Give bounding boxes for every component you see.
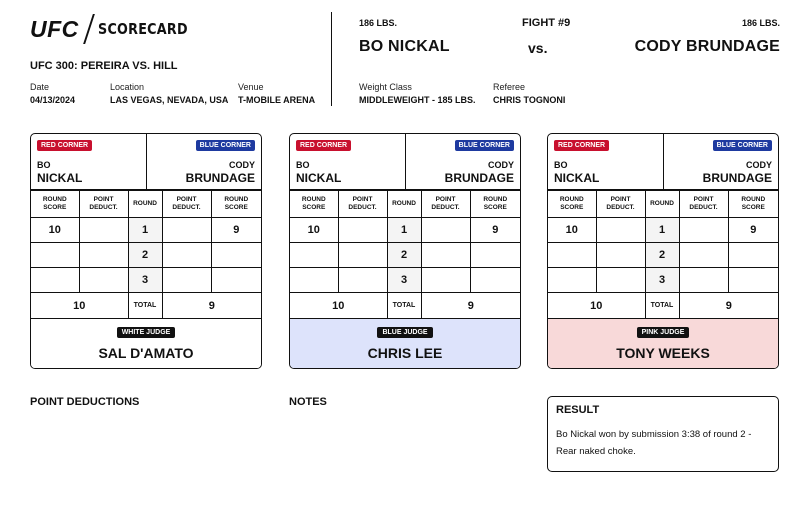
referee-value: CHRIS TOGNONI bbox=[493, 95, 566, 105]
judge-badge: BLUE JUDGE bbox=[377, 327, 432, 338]
referee-label: Referee bbox=[493, 82, 526, 92]
judge-badge: WHITE JUDGE bbox=[117, 327, 176, 338]
red-score bbox=[548, 243, 596, 268]
red-corner-badge: RED CORNER bbox=[554, 140, 609, 151]
red-score bbox=[31, 268, 79, 293]
result-title: RESULT bbox=[556, 404, 600, 416]
red-deduction bbox=[79, 268, 128, 293]
red-point-deduct-header: POINT DEDUCT. bbox=[338, 191, 387, 218]
blue-fighter-last: BRUNDAGE bbox=[702, 171, 772, 185]
round-number: 2 bbox=[645, 243, 679, 268]
date-label: Date bbox=[30, 82, 50, 92]
location-label: Location bbox=[110, 82, 145, 92]
round-row bbox=[548, 243, 778, 268]
ufc-scorecard-brand bbox=[30, 14, 203, 44]
red-fighter-last: NICKAL bbox=[296, 171, 342, 185]
blue-score bbox=[211, 268, 261, 293]
blue-round-score-header: ROUND SCORE bbox=[211, 191, 261, 218]
red-total: 10 bbox=[548, 293, 645, 319]
red-point-deduct-header: POINT DEDUCT. bbox=[596, 191, 645, 218]
blue-fighter-first: CODY bbox=[487, 160, 514, 170]
red-score bbox=[31, 243, 79, 268]
blue-total: 9 bbox=[421, 293, 520, 319]
red-deduction bbox=[338, 243, 387, 268]
red-score: 10 bbox=[290, 218, 338, 243]
round-row bbox=[31, 243, 261, 268]
red-fighter-first: BO bbox=[296, 160, 310, 170]
blue-deduction bbox=[162, 218, 211, 243]
document-title: SCORECARD bbox=[97, 20, 188, 38]
round-number: 1 bbox=[387, 218, 421, 243]
blue-point-deduct-header: POINT DEDUCT. bbox=[421, 191, 470, 218]
blue-deduction bbox=[421, 243, 470, 268]
round-header: ROUND bbox=[387, 191, 421, 218]
corner-divider bbox=[405, 134, 406, 190]
judge-panel bbox=[290, 318, 520, 369]
point-deductions-title: POINT DEDUCTIONS bbox=[30, 396, 140, 408]
red-deduction bbox=[596, 243, 645, 268]
total-label: TOTAL bbox=[387, 293, 421, 319]
blue-score: 9 bbox=[728, 218, 778, 243]
corner-header bbox=[31, 134, 261, 190]
total-row bbox=[548, 293, 778, 319]
ufc-logo: UFC bbox=[30, 15, 79, 42]
red-fighter-last: NICKAL bbox=[554, 171, 600, 185]
judge-scorecard bbox=[30, 133, 262, 369]
score-table bbox=[548, 190, 778, 319]
round-number: 2 bbox=[128, 243, 162, 268]
red-total: 10 bbox=[31, 293, 128, 319]
round-number: 1 bbox=[645, 218, 679, 243]
result-box bbox=[547, 396, 779, 472]
header-divider bbox=[331, 12, 332, 106]
venue-label: Venue bbox=[238, 82, 264, 92]
judge-scorecard bbox=[289, 133, 521, 369]
round-header: ROUND bbox=[128, 191, 162, 218]
judge-panel bbox=[31, 318, 261, 369]
blue-score: 9 bbox=[470, 218, 520, 243]
red-deduction bbox=[596, 268, 645, 293]
red-point-deduct-header: POINT DEDUCT. bbox=[79, 191, 128, 218]
score-table bbox=[290, 190, 520, 319]
total-row bbox=[290, 293, 520, 319]
red-deduction bbox=[596, 218, 645, 243]
blue-score bbox=[728, 268, 778, 293]
round-number: 2 bbox=[387, 243, 421, 268]
score-header-row bbox=[548, 191, 778, 218]
blue-corner-badge: BLUE CORNER bbox=[196, 140, 255, 151]
round-row bbox=[548, 218, 778, 243]
notes-title: NOTES bbox=[289, 396, 327, 408]
round-row bbox=[548, 268, 778, 293]
blue-point-deduct-header: POINT DEDUCT. bbox=[679, 191, 728, 218]
blue-score: 9 bbox=[211, 218, 261, 243]
blue-deduction bbox=[679, 218, 728, 243]
corner-header bbox=[548, 134, 778, 190]
red-deduction bbox=[79, 218, 128, 243]
red-deduction bbox=[79, 243, 128, 268]
judge-scorecard bbox=[547, 133, 779, 369]
judge-panel bbox=[548, 318, 778, 369]
blue-corner-badge: BLUE CORNER bbox=[455, 140, 514, 151]
red-fighter-last: NICKAL bbox=[37, 171, 83, 185]
round-number: 3 bbox=[387, 268, 421, 293]
versus: vs. bbox=[528, 40, 548, 56]
brand-divider bbox=[83, 14, 95, 44]
blue-deduction bbox=[679, 268, 728, 293]
weight-class-value: MIDDLEWEIGHT - 185 LBS. bbox=[359, 95, 476, 105]
judge-name: TONY WEEKS bbox=[616, 345, 710, 361]
blue-weight: 186 LBS. bbox=[741, 18, 780, 28]
blue-round-score-header: ROUND SCORE bbox=[470, 191, 520, 218]
corner-header bbox=[290, 134, 520, 190]
blue-score bbox=[211, 243, 261, 268]
red-weight: 186 LBS. bbox=[359, 18, 398, 28]
score-header-row bbox=[31, 191, 261, 218]
weight-class-label: Weight Class bbox=[359, 82, 412, 92]
blue-score bbox=[470, 243, 520, 268]
blue-fighter-first: CODY bbox=[228, 160, 255, 170]
round-number: 1 bbox=[128, 218, 162, 243]
blue-deduction bbox=[679, 243, 728, 268]
red-fighter-first: BO bbox=[37, 160, 51, 170]
blue-fighter-first: CODY bbox=[745, 160, 772, 170]
date-value: 04/13/2024 bbox=[30, 95, 76, 105]
red-deduction bbox=[338, 218, 387, 243]
blue-point-deduct-header: POINT DEDUCT. bbox=[162, 191, 211, 218]
blue-score bbox=[728, 243, 778, 268]
red-fighter-first: BO bbox=[554, 160, 568, 170]
total-label: TOTAL bbox=[645, 293, 679, 319]
red-deduction bbox=[338, 268, 387, 293]
total-label: TOTAL bbox=[128, 293, 162, 319]
judge-badge: PINK JUDGE bbox=[637, 327, 690, 338]
judge-name: SAL D'AMATO bbox=[98, 345, 194, 361]
round-number: 3 bbox=[128, 268, 162, 293]
red-score: 10 bbox=[31, 218, 79, 243]
blue-total: 9 bbox=[162, 293, 261, 319]
blue-fighter-last: BRUNDAGE bbox=[444, 171, 514, 185]
round-row bbox=[290, 218, 520, 243]
result-text: Bo Nickal won by submission 3:38 of round 2 - Rear naked choke. bbox=[556, 429, 752, 457]
round-number: 3 bbox=[645, 268, 679, 293]
blue-score bbox=[470, 268, 520, 293]
blue-deduction bbox=[162, 243, 211, 268]
red-score bbox=[290, 268, 338, 293]
blue-corner-badge: BLUE CORNER bbox=[713, 140, 772, 151]
red-corner-badge: RED CORNER bbox=[296, 140, 351, 151]
score-table bbox=[31, 190, 261, 319]
red-round-score-header: ROUND SCORE bbox=[290, 191, 338, 218]
red-round-score-header: ROUND SCORE bbox=[548, 191, 596, 218]
red-fighter-name: BO NICKAL bbox=[359, 38, 450, 55]
round-row bbox=[290, 268, 520, 293]
fight-number: FIGHT #9 bbox=[522, 17, 571, 29]
blue-deduction bbox=[421, 218, 470, 243]
venue-value: T-MOBILE ARENA bbox=[238, 95, 316, 105]
red-score bbox=[290, 243, 338, 268]
round-header: ROUND bbox=[645, 191, 679, 218]
round-row bbox=[31, 218, 261, 243]
red-corner-badge: RED CORNER bbox=[37, 140, 92, 151]
total-row bbox=[31, 293, 261, 319]
red-score bbox=[548, 268, 596, 293]
round-row bbox=[290, 243, 520, 268]
round-row bbox=[31, 268, 261, 293]
judge-name: CHRIS LEE bbox=[367, 345, 443, 361]
event-name: UFC 300: PEREIRA VS. HILL bbox=[30, 60, 178, 72]
blue-total: 9 bbox=[679, 293, 778, 319]
blue-fighter-name: CODY BRUNDAGE bbox=[634, 38, 780, 55]
score-header-row bbox=[290, 191, 520, 218]
blue-round-score-header: ROUND SCORE bbox=[728, 191, 778, 218]
blue-deduction bbox=[421, 268, 470, 293]
red-total: 10 bbox=[290, 293, 387, 319]
location-value: LAS VEGAS, NEVADA, USA bbox=[110, 95, 229, 105]
red-round-score-header: ROUND SCORE bbox=[31, 191, 79, 218]
corner-divider bbox=[663, 134, 664, 190]
corner-divider bbox=[146, 134, 147, 190]
red-score: 10 bbox=[548, 218, 596, 243]
blue-fighter-last: BRUNDAGE bbox=[185, 171, 255, 185]
blue-deduction bbox=[162, 268, 211, 293]
